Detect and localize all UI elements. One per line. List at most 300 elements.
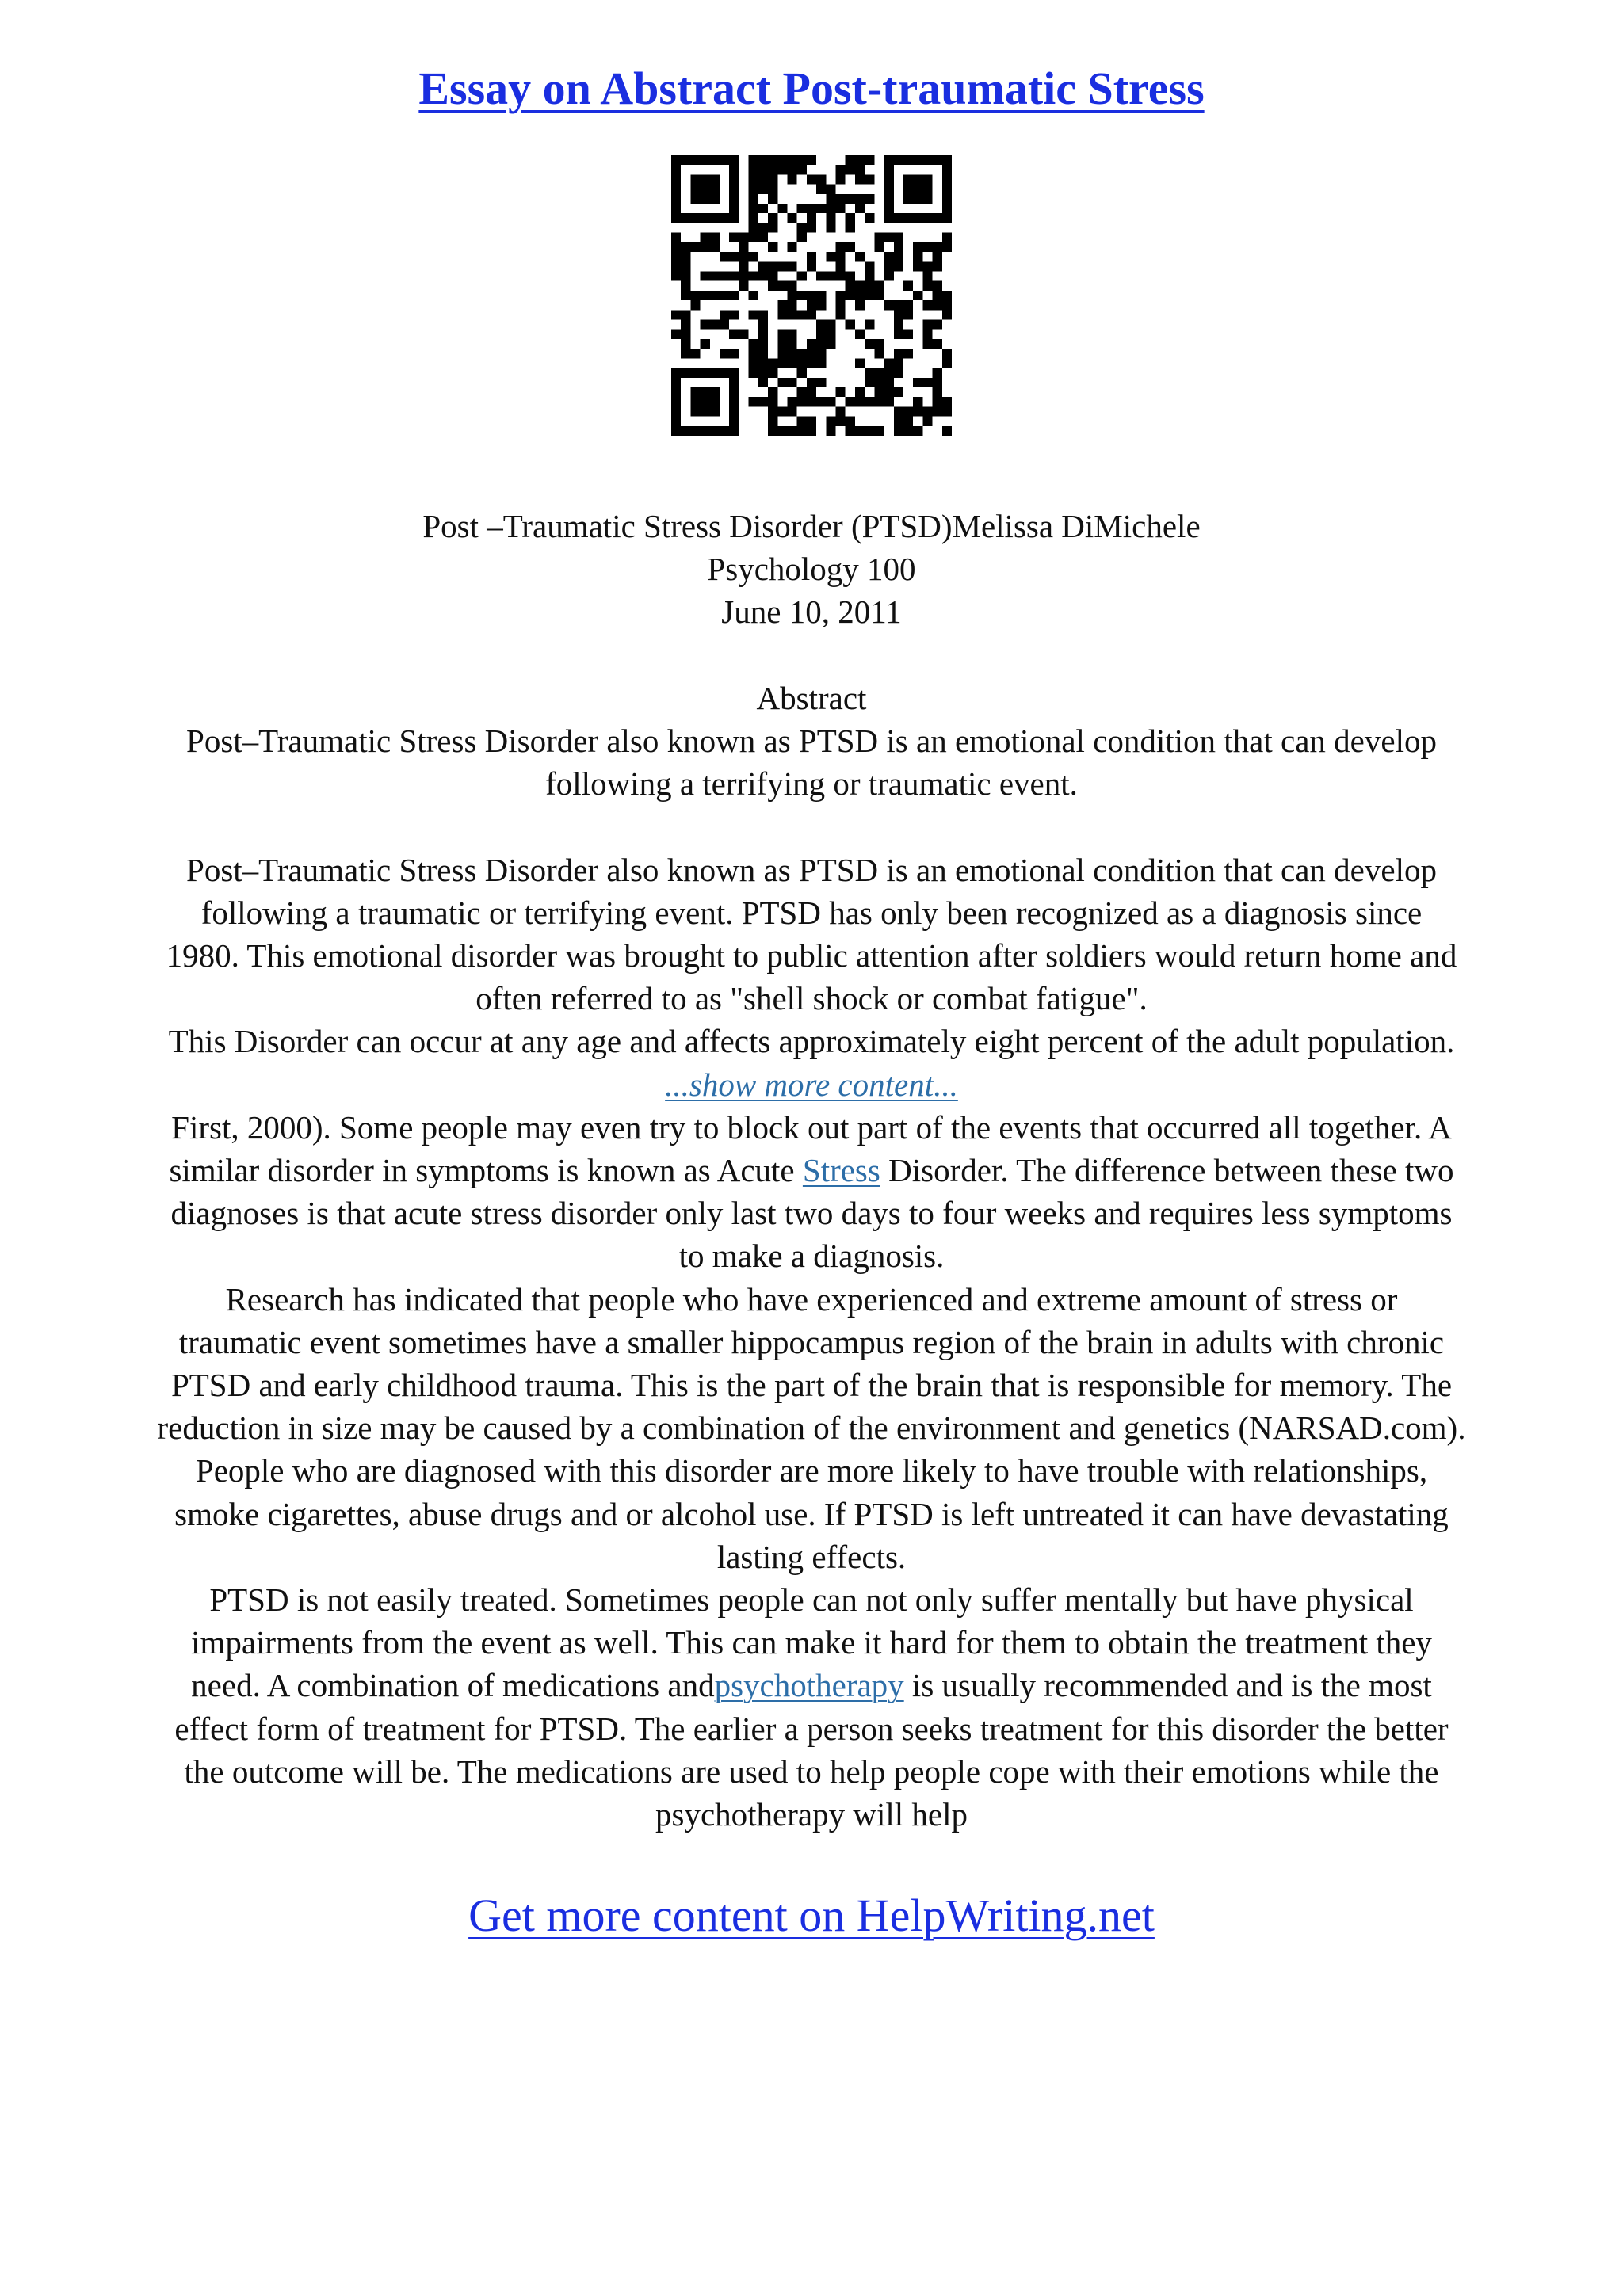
qr-module [865,320,874,330]
qr-module [768,165,777,174]
qr-module [836,204,846,213]
qr-module [787,174,796,184]
qr-module [884,387,894,397]
qr-module [836,242,846,252]
qr-module [671,271,681,280]
qr-module [836,310,846,319]
qr-module [942,358,952,368]
qr-module [846,291,855,300]
qr-module [739,252,748,261]
get-more-content-link[interactable]: Get more content on HelpWriting.net [468,1890,1155,1941]
qr-module [894,387,903,397]
qr-module [894,213,903,223]
qr-module [874,387,884,397]
qr-module [826,417,835,426]
qr-module [826,213,835,223]
qr-module [884,300,894,310]
qr-module [933,339,942,349]
continued-text: Disorder. The difference between these two [880,1152,1454,1189]
date-line: June 10, 2011 [721,593,902,631]
qr-module [710,155,720,165]
qr-module [729,426,739,436]
qr-module [701,185,710,194]
qr-module [797,397,807,406]
qr-module [846,213,855,223]
qr-module [729,387,739,397]
continued-line: diagnoses is that acute stress disorder only last two days to four weeks and requires less symptoms [170,1195,1453,1232]
qr-module [768,397,777,406]
qr-module [671,426,681,436]
qr-module [894,155,903,165]
qr-module [671,261,681,271]
qr-module [710,242,720,252]
qr-module [749,213,758,223]
qr-module [807,261,816,271]
qr-module [749,233,758,242]
qr-module [729,330,739,339]
qr-module [933,320,942,330]
header-line: Post –Traumatic Stress Disorder (PTSD)Melissa DiMichele [422,508,1201,544]
qr-module [701,174,710,184]
qr-module [913,378,922,387]
qr-module [777,165,787,174]
qr-module [894,330,903,339]
intro-line: This Disorder can occur at any age and affects approximately eight percent of the adult population. [168,1023,1455,1060]
research-line: traumatic event sometimes have a smaller hippocampus region of the brain in adults with chronic [178,1323,1445,1360]
qr-module [922,174,932,184]
qr-module [749,194,758,204]
qr-module [855,426,865,436]
qr-module [826,426,835,436]
qr-module [922,339,932,349]
qr-module [894,426,903,436]
qr-module [942,194,952,204]
qr-module [768,213,777,223]
qr-module [855,358,865,368]
qr-module [671,204,681,213]
qr-module [884,358,894,368]
spacer [48,805,1575,848]
qr-module [701,213,710,223]
qr-module [768,426,777,436]
qr-module [777,204,787,213]
continued-line: First, 2000). Some people may even try to block out part of the events that occurred all together. A [171,1108,1452,1146]
qr-module [816,349,826,358]
qr-module [836,291,846,300]
qr-module [816,320,826,330]
qr-module [855,174,865,184]
qr-module [942,300,952,310]
show-more-link[interactable]: ...show more content... [665,1066,958,1103]
qr-module [884,155,894,165]
qr-module [710,185,720,194]
qr-module [729,165,739,174]
qr-module [913,252,922,261]
qr-module [749,271,758,280]
qr-module [758,368,768,378]
qr-module [797,204,807,213]
qr-module [816,185,826,194]
qr-module [768,417,777,426]
qr-module [720,349,729,358]
qr-module [671,165,681,174]
qr-module [758,185,768,194]
qr-module [874,368,884,378]
qr-module [729,310,739,319]
qr-module [894,300,903,310]
qr-module [671,417,681,426]
document-title-link[interactable]: Essay on Abstract Post-traumatic Stress [418,63,1205,114]
qr-module [933,242,942,252]
qr-module [942,204,952,213]
qr-module [768,174,777,184]
treatment-line: the outcome will be. The medications are used to help people cope with their emotions while the [184,1753,1439,1790]
qr-module [855,330,865,339]
qr-module [942,185,952,194]
intro-line: 1980. This emotional disorder was brought to public attention after soldiers would return home and [166,937,1457,974]
qr-module [913,426,922,436]
qr-module [922,213,932,223]
qr-module [933,155,942,165]
qr-module [807,155,816,165]
qr-module [729,417,739,426]
qr-module [720,155,729,165]
qr-module [933,378,942,387]
qr-module [826,204,835,213]
qr-module [894,358,903,368]
qr-module [884,204,894,213]
qr-module [758,358,768,368]
treatment-line: effect form of treatment for PTSD. The earlier a person seeks treatment for this disorder the better [174,1710,1449,1747]
qr-module [942,174,952,184]
qr-module [787,165,796,174]
qr-module [894,233,903,242]
qr-module [874,426,884,436]
qr-module [836,174,846,184]
qr-module [865,397,874,406]
qr-module [836,261,846,271]
qr-module [777,155,787,165]
treatment-text: is usually recommended and is the most [903,1667,1432,1704]
qr-module [922,242,932,252]
qr-module [855,165,865,174]
qr-module [739,233,748,242]
qr-module [701,368,710,378]
qr-module [701,397,710,406]
qr-module [874,339,884,349]
research-line: PTSD and early childhood trauma. This is the part of the brain that is responsible for memory. The [170,1367,1453,1404]
qr-module [758,397,768,406]
qr-module [846,320,855,330]
qr-module [865,339,874,349]
qr-module [671,406,681,416]
qr-module [787,213,796,223]
qr-module [681,330,690,339]
qr-module [816,271,826,280]
qr-module [787,261,796,271]
qr-module [933,406,942,416]
qr-module [787,310,796,319]
qr-module [836,252,846,261]
qr-module [701,406,710,416]
qr-module [874,349,884,358]
qr-module [690,397,700,406]
qr-module [855,252,865,261]
qr-module [671,185,681,194]
qr-module [720,426,729,436]
qr-module [739,271,748,280]
qr-module [681,261,690,271]
qr-module [739,281,748,291]
qr-module [826,320,835,330]
qr-module [874,291,884,300]
qr-module [787,300,796,310]
qr-module [797,155,807,165]
qr-module [807,417,816,426]
qr-module [671,174,681,184]
qr-module [758,349,768,358]
qr-code [671,155,952,436]
qr-module [884,368,894,378]
qr-module [933,387,942,397]
qr-module [701,233,710,242]
qr-module [894,320,903,330]
qr-module [787,330,796,339]
qr-module [816,291,826,300]
qr-module [681,155,690,165]
continued-text: similar disorder in symptoms is known as Acute [169,1152,803,1189]
psychotherapy-link[interactable]: psychotherapy [714,1667,904,1704]
qr-module [846,397,855,406]
qr-module [894,368,903,378]
qr-module [846,165,855,174]
qr-module [729,368,739,378]
qr-module [701,194,710,204]
qr-module [807,426,816,436]
qr-module [758,155,768,165]
qr-module [903,349,913,358]
qr-module [922,378,932,387]
qr-module [787,397,796,406]
qr-module [865,194,874,204]
qr-module [913,174,922,184]
qr-module [807,300,816,310]
qr-module [903,417,913,426]
qr-module [903,213,913,223]
qr-module [884,194,894,204]
qr-module [933,213,942,223]
qr-module [729,349,739,358]
qr-module [855,387,865,397]
qr-module [865,155,874,165]
qr-module [846,242,855,252]
qr-module [903,174,913,184]
qr-module [681,242,690,252]
qr-module [884,213,894,223]
qr-module [749,397,758,406]
qr-module [768,242,777,252]
qr-module [749,339,758,349]
qr-module [913,155,922,165]
qr-module [826,397,835,406]
qr-module [855,281,865,291]
qr-module [729,291,739,300]
qr-code-image [671,155,952,436]
qr-module [701,242,710,252]
qr-module [671,387,681,397]
qr-module [894,310,903,319]
qr-module [836,417,846,426]
qr-module [758,271,768,280]
qr-module [807,204,816,213]
qr-module [903,300,913,310]
qr-module [797,358,807,368]
qr-module [913,291,922,300]
qr-module [671,310,681,319]
qr-module [826,194,835,204]
qr-module [777,378,787,387]
qr-module [777,406,787,416]
qr-module [874,378,884,387]
qr-module [777,261,787,271]
qr-module [807,349,816,358]
qr-module [913,213,922,223]
qr-module [690,213,700,223]
qr-module [749,310,758,319]
qr-module [816,204,826,213]
qr-module [768,271,777,280]
qr-module [836,165,846,174]
qr-module [874,397,884,406]
qr-module [894,349,903,358]
qr-module [933,291,942,300]
qr-module [758,233,768,242]
qr-module [874,281,884,291]
qr-module [797,387,807,397]
qr-module [942,242,952,252]
qr-module [749,155,758,165]
qr-module [865,281,874,291]
qr-module [846,223,855,232]
qr-module [922,261,932,271]
qr-module [797,368,807,378]
qr-module [865,271,874,280]
qr-module [710,194,720,204]
stress-link[interactable]: Stress [802,1152,880,1189]
qr-module [826,271,835,280]
qr-module [681,426,690,436]
qr-module [797,291,807,300]
qr-module [922,300,932,310]
qr-module [720,310,729,319]
qr-module [816,339,826,349]
qr-module [836,271,846,280]
qr-module [729,213,739,223]
qr-module [797,233,807,242]
qr-module [913,185,922,194]
qr-module [787,242,796,252]
qr-module [942,397,952,406]
qr-module [720,320,729,330]
qr-module [903,185,913,194]
qr-module [816,174,826,184]
qr-module [807,397,816,406]
qr-module [884,185,894,194]
qr-module [787,406,796,416]
qr-module [690,194,700,204]
qr-module [690,387,700,397]
qr-module [933,397,942,406]
qr-module [874,242,884,252]
qr-module [768,155,777,165]
qr-module [922,330,932,339]
qr-module [671,368,681,378]
qr-module [884,378,894,387]
qr-module [826,330,835,339]
qr-module [933,252,942,261]
qr-module [846,271,855,280]
qr-module [739,242,748,252]
qr-module [758,310,768,319]
qr-module [671,155,681,165]
qr-module [690,300,700,310]
qr-module [826,252,835,261]
research-line: lasting effects. [716,1538,907,1575]
qr-module [942,165,952,174]
qr-module [807,174,816,184]
qr-module [681,291,690,300]
treatment-line: psychotherapy will help [655,1796,968,1833]
qr-module [894,242,903,252]
qr-module [720,213,729,223]
qr-module [816,300,826,310]
qr-module [787,358,796,368]
qr-module [787,426,796,436]
research-line: Research has indicated that people who have experienced and extreme amount of stress or [225,1280,1398,1318]
qr-module [797,165,807,174]
qr-module [942,349,952,358]
qr-module [913,406,922,416]
qr-module [739,330,748,339]
qr-module [681,281,690,291]
qr-module [739,261,748,271]
qr-module [903,194,913,204]
qr-module [777,310,787,319]
qr-module [729,174,739,184]
qr-module [933,281,942,291]
qr-module [768,368,777,378]
qr-module [933,368,942,378]
qr-module [913,261,922,271]
qr-module [894,417,903,426]
qr-module [758,378,768,387]
qr-module [922,417,932,426]
qr-module [710,406,720,416]
qr-module [690,174,700,184]
qr-module [807,387,816,397]
qr-module [701,155,710,165]
qr-module [758,174,768,184]
qr-module [701,320,710,330]
qr-module [749,165,758,174]
qr-module [671,194,681,204]
qr-module [846,194,855,204]
qr-module [710,291,720,300]
course-line: Psychology 100 [707,551,916,588]
qr-module [671,252,681,261]
qr-module [758,223,768,232]
qr-module [807,223,816,232]
